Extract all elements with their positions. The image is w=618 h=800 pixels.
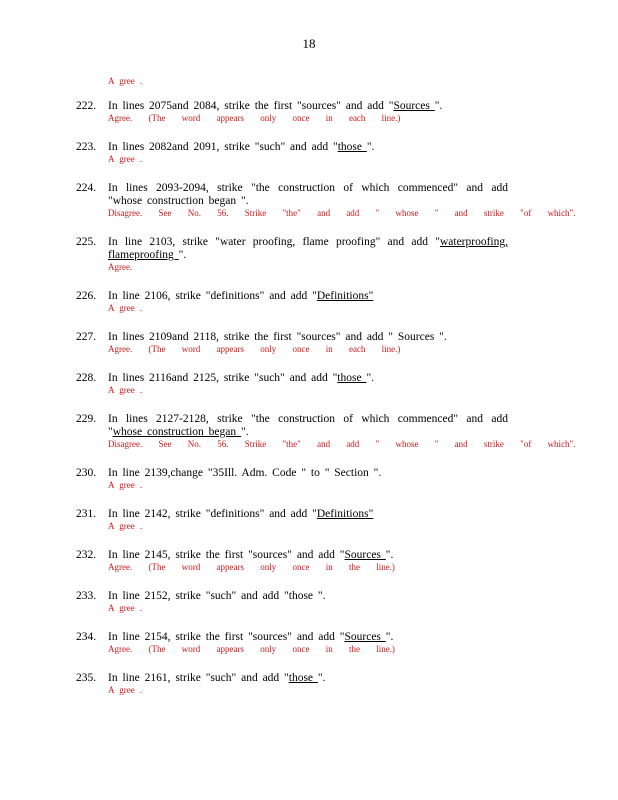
response-note: A gree . (108, 154, 143, 164)
lead-response-note: A gree . (108, 76, 143, 86)
item-instruction (108, 590, 508, 603)
instruction-text: In lines 2093-2094, strike "the construction of which commenced" and add "whose construction began ". (108, 182, 508, 207)
item-instruction (108, 413, 508, 439)
instruction-text: In lines 2075and 2084, strike the first "sources" and add " (108, 100, 394, 112)
amendment-item (0, 372, 618, 396)
response-note: A gree . (108, 385, 143, 395)
instruction-end: ". (178, 249, 187, 261)
amendment-item (0, 413, 618, 450)
item-body (108, 236, 508, 273)
item-body (108, 413, 576, 450)
item-instruction (108, 290, 508, 303)
item-number: 228. (76, 372, 97, 384)
response-note: Agree. (The word appears only once in each line.) (108, 113, 401, 123)
amendment-item (0, 508, 618, 532)
item-body (108, 141, 508, 165)
item-number: 230. (76, 467, 97, 479)
item-body (108, 508, 508, 532)
instruction-end: ". (366, 372, 375, 384)
instruction-end: ". (317, 672, 326, 684)
replacement-text: whose construction began (112, 426, 242, 438)
amendment-item (0, 141, 618, 165)
instruction-text: In lines 2109and 2118, strike the first "sources" and add " Sources ". (108, 331, 447, 343)
replacement-text: Definitions" (316, 290, 374, 302)
item-instruction (108, 182, 508, 208)
item-body (108, 290, 508, 314)
item-number: 225. (76, 236, 97, 248)
replacement-text: Sources (344, 631, 386, 643)
amendment-list (0, 100, 618, 713)
item-instruction (108, 549, 508, 562)
response-note: Agree. (The word appears only once in each line.) (108, 344, 401, 354)
response-note: Agree. (108, 262, 133, 272)
amendment-item (0, 100, 618, 124)
amendment-item (0, 467, 618, 491)
item-number: 234. (76, 631, 97, 643)
response-note: A gree . (108, 480, 143, 490)
item-number: 227. (76, 331, 97, 343)
instruction-end: ". (385, 631, 394, 643)
instruction-end: ". (385, 549, 394, 561)
item-body (108, 631, 508, 655)
response-note: Disagree. See No. 56. Strike "the" and add " whose " and strike "of which". (108, 439, 576, 449)
response-note: A gree . (108, 521, 143, 531)
instruction-end: ". (241, 426, 249, 438)
item-body (108, 549, 508, 573)
item-number: 222. (76, 100, 97, 112)
instruction-text: In lines 2082and 2091, strike "such" and add " (108, 141, 338, 153)
replacement-text: those (337, 141, 367, 153)
replacement-text: Definitions" (316, 508, 374, 520)
response-note: Disagree. See No. 56. Strike "the" and add " whose " and strike "of which". (108, 208, 576, 218)
replacement-text: those (337, 372, 367, 384)
response-note: Agree. (The word appears only once in the line.) (108, 562, 395, 572)
item-body (108, 372, 508, 396)
item-instruction (108, 672, 508, 685)
instruction-text: In line 2154, strike the first "sources" and add " (108, 631, 345, 643)
item-instruction (108, 141, 508, 154)
response-note: A gree . (108, 685, 143, 695)
item-body (108, 100, 508, 124)
instruction-text: In lines 2127-2128, strike "the construction of which commenced" and add " (108, 413, 508, 438)
replacement-text: waterproofing, flameproofing (108, 236, 508, 261)
item-number: 229. (76, 413, 97, 425)
instruction-text: In line 2145, strike the first "sources" and add " (108, 549, 345, 561)
instruction-text: In line 2142, strike "definitions" and add " (108, 508, 317, 520)
item-body (108, 672, 508, 696)
item-instruction (108, 508, 508, 521)
amendment-item (0, 290, 618, 314)
instruction-text: In line 2106, strike "definitions" and add " (108, 290, 317, 302)
item-instruction (108, 631, 508, 644)
amendment-item (0, 182, 618, 219)
amendment-item (0, 236, 618, 273)
item-instruction (108, 236, 508, 262)
instruction-text: In line 2139,change "35Ill. Adm. Code " to " Section ". (108, 467, 382, 479)
item-number: 224. (76, 182, 97, 194)
item-instruction (108, 467, 508, 480)
instruction-text: In line 2152, strike "such" and add "those ". (108, 590, 326, 602)
replacement-text: Sources (393, 100, 435, 112)
amendment-item (0, 331, 618, 355)
amendment-item (0, 549, 618, 573)
replacement-text: Sources (344, 549, 386, 561)
instruction-end: ". (366, 141, 375, 153)
amendment-item (0, 672, 618, 696)
item-instruction (108, 372, 508, 385)
item-body (108, 467, 508, 491)
page-number: 18 (302, 36, 316, 51)
response-note: A gree . (108, 603, 143, 613)
item-number: 223. (76, 141, 97, 153)
item-body (108, 590, 508, 614)
instruction-text: In line 2103, strike "water proofing, flame proofing" and add " (108, 236, 440, 248)
instruction-end: ". (434, 100, 443, 112)
item-body (108, 182, 576, 219)
item-number: 233. (76, 590, 97, 602)
item-number: 231. (76, 508, 97, 520)
replacement-text: those (288, 672, 318, 684)
item-body (108, 331, 508, 355)
item-number: 235. (76, 672, 97, 684)
response-note: A gree . (108, 303, 143, 313)
item-number: 226. (76, 290, 97, 302)
item-instruction (108, 331, 508, 344)
amendment-item (0, 631, 618, 655)
instruction-text: In lines 2116and 2125, strike "such" and add " (108, 372, 338, 384)
instruction-text: In line 2161, strike "such" and add " (108, 672, 289, 684)
item-number: 232. (76, 549, 97, 561)
item-instruction (108, 100, 508, 113)
amendment-item (0, 590, 618, 614)
response-note: Agree. (The word appears only once in the line.) (108, 644, 395, 654)
